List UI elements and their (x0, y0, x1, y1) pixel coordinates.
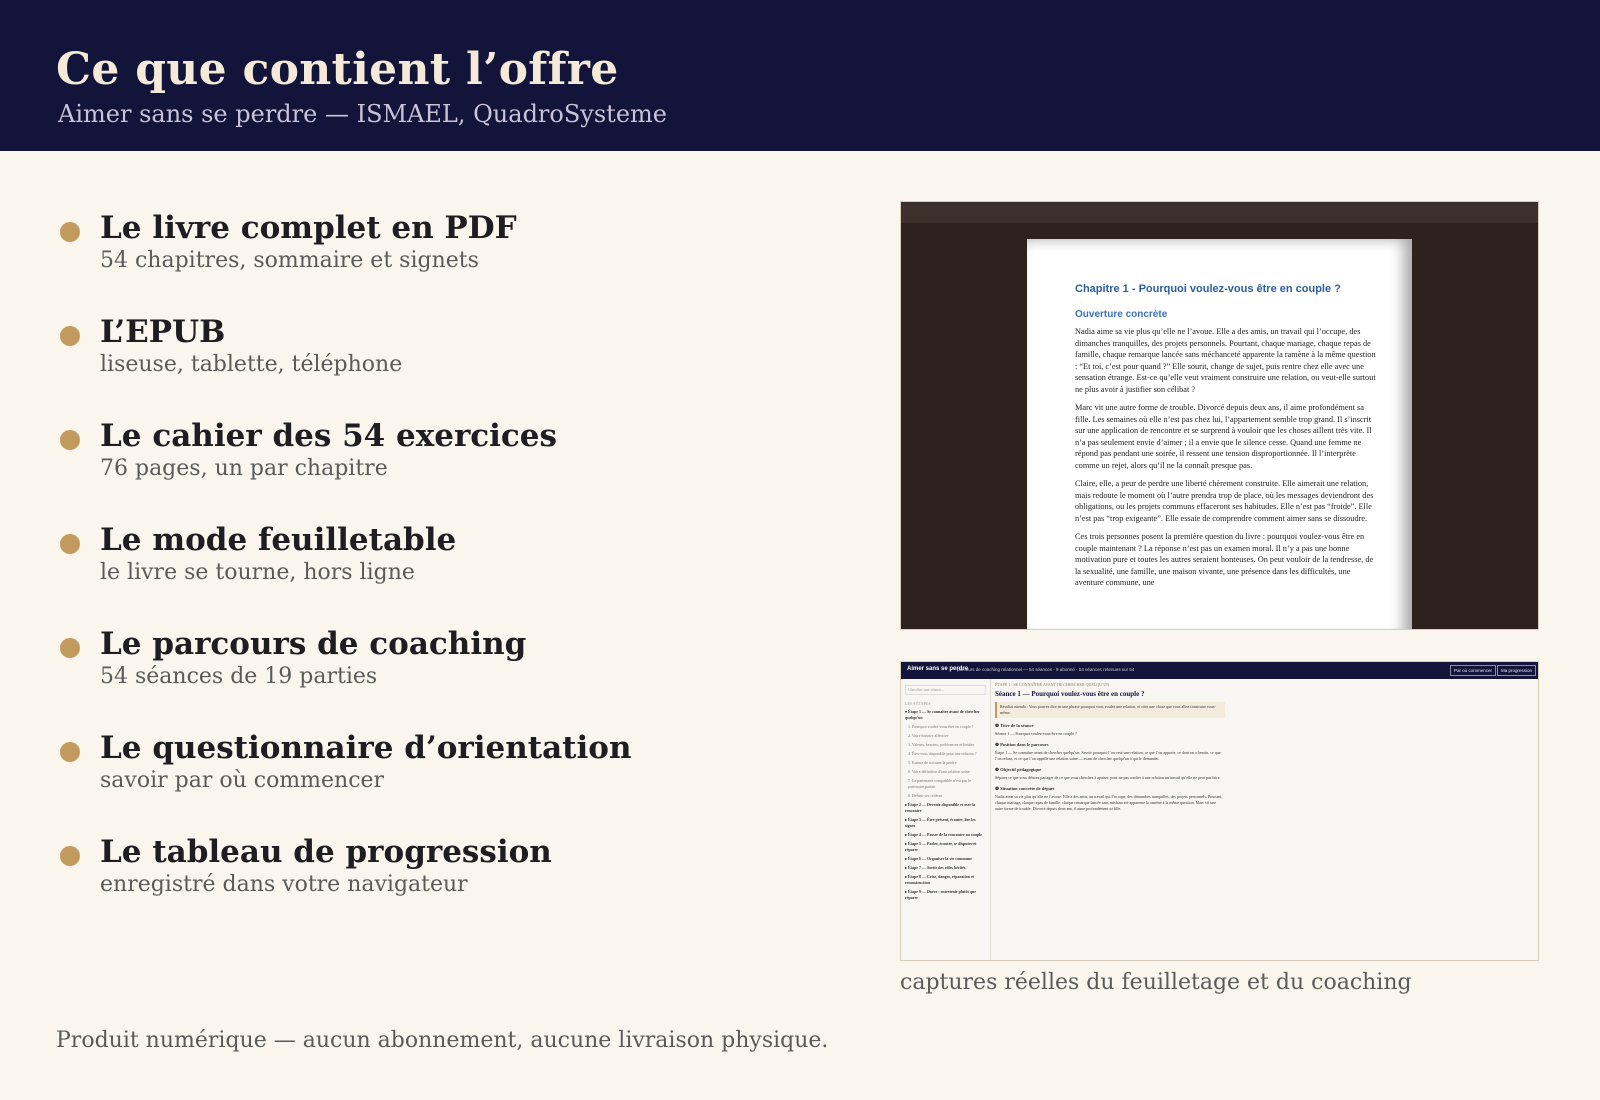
feature-title: Le cahier des 54 exercices (100, 418, 557, 454)
sidebar-item: 2. Votre histoire affective (908, 733, 949, 738)
coaching-navbar (901, 662, 1538, 679)
feature-item-questionnaire (58, 730, 858, 834)
block-text: Séance 1 — Pourquoi voulez-vous être en couple ? (995, 731, 1077, 736)
coaching-sidebar (901, 679, 991, 961)
page-title: Ce que contient l’offre (56, 44, 619, 95)
feature-item-epub (58, 314, 858, 418)
start-here-button: Par où commencer (1450, 665, 1496, 676)
bullet-dot-icon (60, 326, 80, 346)
body-paragraph: Ces trois personnes posent la première question du livre : pourquoi voulez-vous être en couple maintenant ? La réponse n’est pas un examen moral. Il n’y a pas une bonne motivation pure et toutes les autres seraient honteuses. On peut vouloir de la tendresse, de la sexualité, une famille, une maison vivante, une présence dans les difficultés, une aventure commune, une (1075, 532, 1374, 587)
session-title: Séance 1 — Pourquoi voulez-vous être en couple ? (995, 690, 1145, 698)
body-paragraph: Marc vit une autre forme de trouble. Divorcé depuis deux ans, il aime profondément sa fille. Les semaines où elle n’est pas chez lui, l’appartement semble trop grand. Il s’inscrit sur une application de rencontre et se surprend à vouloir que les choses aillent très vite. Il n’a pas seulement envie d’aimer ; il a envie que le silence cesse. Quand une femme ne répond pas pendant une soirée, il ressent une tension disproportionnée. Il l’interprète comme un rejet, alors qu’il ne la connaît presque pas. (1075, 403, 1372, 470)
feature-title: Le questionnaire d’orientation (100, 730, 632, 766)
feature-description: 76 pages, un par chapitre (100, 456, 388, 481)
bullet-dot-icon (60, 222, 80, 242)
sidebar-item: ▾ Étape 1 — Se connaître avant de chercher quelqu’un (905, 709, 980, 720)
body-paragraph: Claire, elle, a peur de perdre une liberté chèrement construite. Elle aimerait une relation, mais redoute le moment où l’autre prendra trop de place, où les messages deviendront des obligations, ou les projets communs effaceront ses habitudes. Elle n’est pas “froide”. Elle n’est pas “trop exigeante”. Elle essaie de comprendre comment aimer sans se dissoudre. (1075, 479, 1374, 523)
sidebar-item: 3. Valeurs, besoins, préférences et limites (908, 742, 975, 747)
sidebar-item: ▸ Étape 7 — Sortir des rôles hérités (905, 865, 966, 870)
footer-note: Produit numérique — aucun abonnement, aucune livraison physique. (56, 1028, 829, 1053)
feature-item-exercises (58, 418, 858, 522)
block-heading: ❹ Situation concrète de départ (995, 786, 1055, 791)
coaching-screenshot (900, 661, 1539, 961)
sidebar-item: 4. Êtes-vous disponible pour une relation ? (908, 751, 977, 756)
feature-title: Le parcours de coaching (100, 626, 527, 662)
block-heading: ❶ Titre de la séance (995, 723, 1034, 728)
sidebar-item: ▸ Étape 3 — Être présent, écouter, lire les signes (905, 817, 976, 828)
block-text: Étape 1 — Se connaître avant de chercher quelqu’un. Savoir pourquoi l’on veut une relation, ce que l’on apporte, ce dont on a besoin, ce que l’on refuse, et ce que l’on appelle une relation saine — avant de chercher quelqu’un à qui le demander. (995, 750, 1221, 761)
bullet-dot-icon (60, 430, 80, 450)
sidebar-item: ▸ Étape 2 — Devenir disponible et oser la rencontre (905, 802, 976, 813)
sidebar-item: ▸ Étape 8 — Crise, danger, réparation et reconstruction (905, 874, 975, 885)
feature-description: liseuse, tablette, téléphone (100, 352, 403, 377)
feature-description: le livre se tourne, hors ligne (100, 560, 415, 585)
sidebar-item: ▸ Étape 4 — Passer de la rencontre au couple (905, 832, 983, 837)
sidebar-item: 7. Le partenaire compatible n’est pas le partenaire parfait (908, 778, 971, 789)
bullet-dot-icon (60, 742, 80, 762)
feature-item-flipbook (58, 522, 858, 626)
body-paragraph: Nadia aime sa vie plus qu’elle ne l’avoue. Elle a des amis, un travail qui l’occupe, des dimanches tranquilles, des projets personnels. Pourtant, chaque mariage, chaque repas de famille, chaque remarque lancée sans méchanceté apparente la ramène à la même question : “Et toi, c’est pour quand ?” Elle sourit, change de sujet, puis rentre chez elle avec une sensation étrange. Est-ce qu’elle veut vraiment construire une relation, ou veut-elle surtout ne plus avoir à justifier son célibat ? (1075, 327, 1376, 394)
sidebar-item: ▸ Étape 6 — Organiser la vie commune (905, 856, 972, 861)
flipbook-screenshot (900, 201, 1539, 630)
sidebar-label: LES 9 ÉTAPES (905, 701, 931, 706)
sidebar-item: 5. Estime de soi sans la perdre (908, 760, 957, 765)
flipbook-toolbar (901, 202, 1538, 223)
header-banner (0, 0, 1600, 151)
bullet-dot-icon (60, 534, 80, 554)
coaching-main (995, 682, 1225, 812)
section-heading: Ouverture concrète (1075, 309, 1168, 320)
sidebar-item: 6. Votre définition d’une relation saine (908, 769, 970, 774)
sidebar-item: 1. Pourquoi voulez-vous être en couple ? (908, 724, 974, 729)
block-heading: ❸ Objectif pédagogique (995, 767, 1042, 772)
my-progress-button: Ma progression (1497, 665, 1536, 676)
feature-title: Le livre complet en PDF (100, 210, 517, 246)
feature-title: Le mode feuilletable (100, 522, 457, 558)
screenshot-caption: captures réelles du feuilletage et du coaching (900, 970, 1412, 995)
expected-result-callout: Résultat attendu : Vous pouvez dire en une phrase pourquoi vous voulez une relation, et citer une chose que vous allez construire vous-même. (995, 702, 1225, 718)
feature-description: enregistré dans votre navigateur (100, 872, 468, 897)
coaching-nav-text: parcours de coaching relationnel — 54 séances · 9 abonné · 54 séances retenues sur 54 (957, 667, 1135, 672)
session-search-input: Chercher une séance... (905, 685, 986, 695)
feature-description: savoir par où commencer (100, 768, 385, 793)
coaching-brand: Aimer sans se perdre (907, 666, 969, 672)
sidebar-item: ▸ Étape 5 — Parler, écouter, se disputer et réparer (905, 841, 977, 852)
sidebar-item: ▸ Étape 9 — Durer : entretenir plutôt que réparer (905, 889, 977, 900)
bullet-dot-icon (60, 846, 80, 866)
chapter-heading: Chapitre 1 - Pourquoi voulez-vous être en couple ? (1075, 283, 1341, 295)
feature-item-coaching (58, 626, 858, 730)
feature-description: 54 chapitres, sommaire et signets (100, 248, 479, 273)
bullet-dot-icon (60, 638, 80, 658)
feature-list (58, 210, 858, 938)
feature-item-pdf (58, 210, 858, 314)
block-heading: ❷ Position dans le parcours (995, 742, 1049, 747)
feature-description: 54 séances de 19 parties (100, 664, 378, 689)
session-kicker: ÉTAPE 1 · SE CONNAÎTRE AVANT DE CHERCHER QUELQU’UN (995, 682, 1110, 687)
feature-title: Le tableau de progression (100, 834, 552, 870)
page-subtitle: Aimer sans se perdre — ISMAEL, QuadroSysteme (58, 100, 667, 128)
block-text: Séparer ce que vous désirez partager de ce que vous cherchez à apaiser, pour ne pas confier à une relation un travail qu’elle ne peut pas faire. (995, 775, 1221, 780)
feature-title: L’EPUB (100, 314, 226, 350)
block-text: Nadia aime sa vie plus qu’elle ne l’avoue. Elle a des amis, un travail qui l’occupe, des dimanches tranquilles, des projets personnels. Pourtant, chaque mariage, chaque repas de famille, chaque remarque lancée sans méchanceté apparente la ramène à la même question. Marc vit une autre forme de trouble. Divorcé depuis deux ans, il aime profondément sa fille. (995, 794, 1223, 811)
sidebar-item: 8. Définir ses critères (908, 793, 943, 798)
feature-item-progress (58, 834, 858, 938)
flipbook-page (1027, 239, 1412, 630)
